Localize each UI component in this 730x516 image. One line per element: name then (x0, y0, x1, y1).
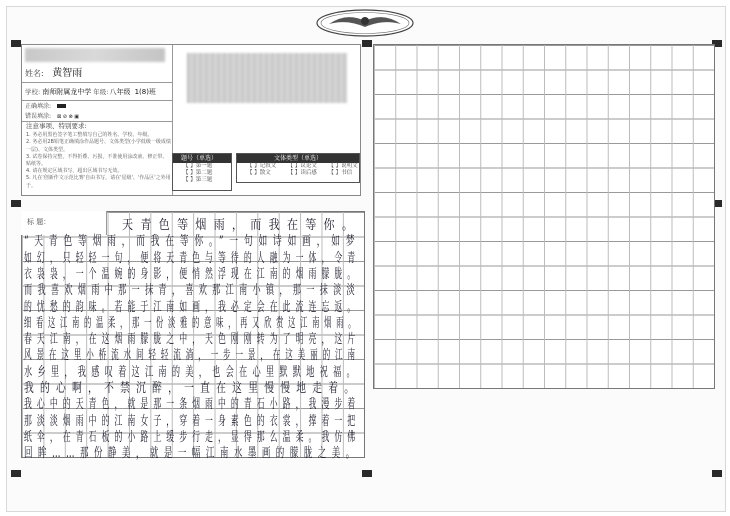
writing-grid-right (373, 44, 715, 389)
essay-line: 那淡淡烟雨中的江南女子，穿着一身素色的衣裳，撑着一把 (24, 413, 361, 429)
essay-line: 春天江南，在这烟雨朦胧之中，天色刚刚转为了明亮，这片 (24, 332, 361, 348)
name-row (22, 65, 172, 83)
school-row (22, 83, 172, 101)
title-label: 标 题： (27, 218, 51, 226)
essay-line: 如幻，只轻轻一句，便将天青色与等待的人融为一体，令青 (24, 250, 361, 266)
essay-line: 风景在这里小桥流水间轻轻流淌，一步一景，在这美丽的江南 (24, 348, 360, 364)
genre-option[interactable]: 【 】读后感 (287, 170, 317, 176)
genre-option[interactable]: 【 】记叙文 (247, 163, 277, 169)
alignment-marker (362, 470, 372, 477)
essay-line: 而我喜欢烟雨中那一抹青，喜欢那江南小镇，那一抹淡淡 (24, 283, 361, 299)
redacted-barcode (187, 53, 347, 103)
genre-choice-box (236, 153, 360, 183)
essay-line: 回眸……那份静美，就是一幅江南水墨画的朦胧之美。 (24, 446, 360, 462)
correct-fill-sample (57, 104, 66, 108)
alignment-marker (11, 470, 21, 477)
essay-line: 我的心啊，不禁沉醉，一直在这里慢慢地走着。 (24, 381, 361, 396)
essay-line: 我心中的天青色，就是那一条烟雨中的青石小路，我漫步着 (24, 397, 361, 413)
wrong-fill-label: 错误填涂: (25, 113, 52, 120)
question-choice-title: 题号（单选） (173, 154, 231, 163)
essay-line: “天青色等烟雨，而我在等你。”一句如诗如画，如梦 (24, 234, 361, 250)
name-label: 姓名: (25, 69, 44, 78)
question-option[interactable]: 【 】第二题 (183, 170, 213, 176)
notes-block (26, 123, 171, 190)
alignment-marker (11, 200, 21, 207)
notes-title: 注意事项、特别要求: (26, 122, 87, 130)
alignment-marker (712, 470, 722, 477)
genre-option[interactable]: 【 】议论文 (287, 163, 317, 169)
question-choice-box (172, 153, 232, 191)
wrong-fill-sample: ⊠ ⊘ ⊗ ▣ (56, 114, 80, 120)
essay-line: 衣袅袅，一个温婉的身影，便悄然浮现在江南的烟雨朦胧。 (24, 266, 361, 282)
alignment-marker (11, 40, 21, 47)
notes-line: 5. 凡在'创新作文示范比赛'自由书写，请在'星级'、'作品区'之外用于。 (26, 175, 171, 189)
essay-line: 细看这江南的温柔，那一份淡雅的意味，再又欣赏这江南烟雨。 (24, 315, 361, 331)
notes-line: 3. 试卷保持完整，不得折叠、污损，不准使用涂改液、修正带、贴纸等。 (26, 153, 168, 168)
alignment-marker (362, 40, 372, 47)
genre-option[interactable]: 【 】散文 (247, 170, 271, 176)
question-option[interactable]: 【 】第一题 (183, 163, 213, 169)
school-label: 学校: (25, 88, 41, 96)
essay-line: 水乡里，我感叹着这江南的美，也会在心里默默地祝福。 (24, 364, 361, 380)
competition-logo (315, 8, 415, 38)
school-value: 南师附属龙中学 (42, 88, 92, 96)
genre-option[interactable]: 【 】说明文 (328, 163, 358, 169)
essay-line: 天青色等烟雨，而我在等你。 (122, 218, 361, 233)
essay-line: 的忧愁的韵味。若能于江南如画，我必定会在此流连忘返。 (24, 299, 361, 315)
redacted-region (25, 48, 165, 62)
notes-line: 4. 请在规定区域书写，超出区域书写无效。 (26, 168, 123, 175)
genre-option[interactable]: 【 】书信 (328, 170, 353, 176)
name-value: 黄智雨 (52, 68, 83, 79)
wrong-fill-row (22, 111, 172, 122)
notes-line: 2. 务必用2B铅笔正确填涂作品题号、文体类型(小学低级一级成绩一层)、文体类型。 (26, 139, 171, 153)
essay-line: 纸伞，在青石板的小路上缓步行走，显得那么温柔。我仿佛 (24, 429, 361, 445)
class-value: 1(8)班 (134, 88, 156, 96)
grade-value: 八年级 (109, 88, 131, 96)
grade-label: 年级: (93, 88, 109, 96)
correct-fill-label: 正确填涂: (25, 103, 52, 110)
genre-choice-title: 文体类型（单选） (237, 154, 359, 163)
question-option[interactable]: 【 】第三题 (183, 177, 213, 183)
notes-line: 1. 务必用黑色签字笔工整填写自己的姓名、学校、年级。 (26, 132, 153, 139)
